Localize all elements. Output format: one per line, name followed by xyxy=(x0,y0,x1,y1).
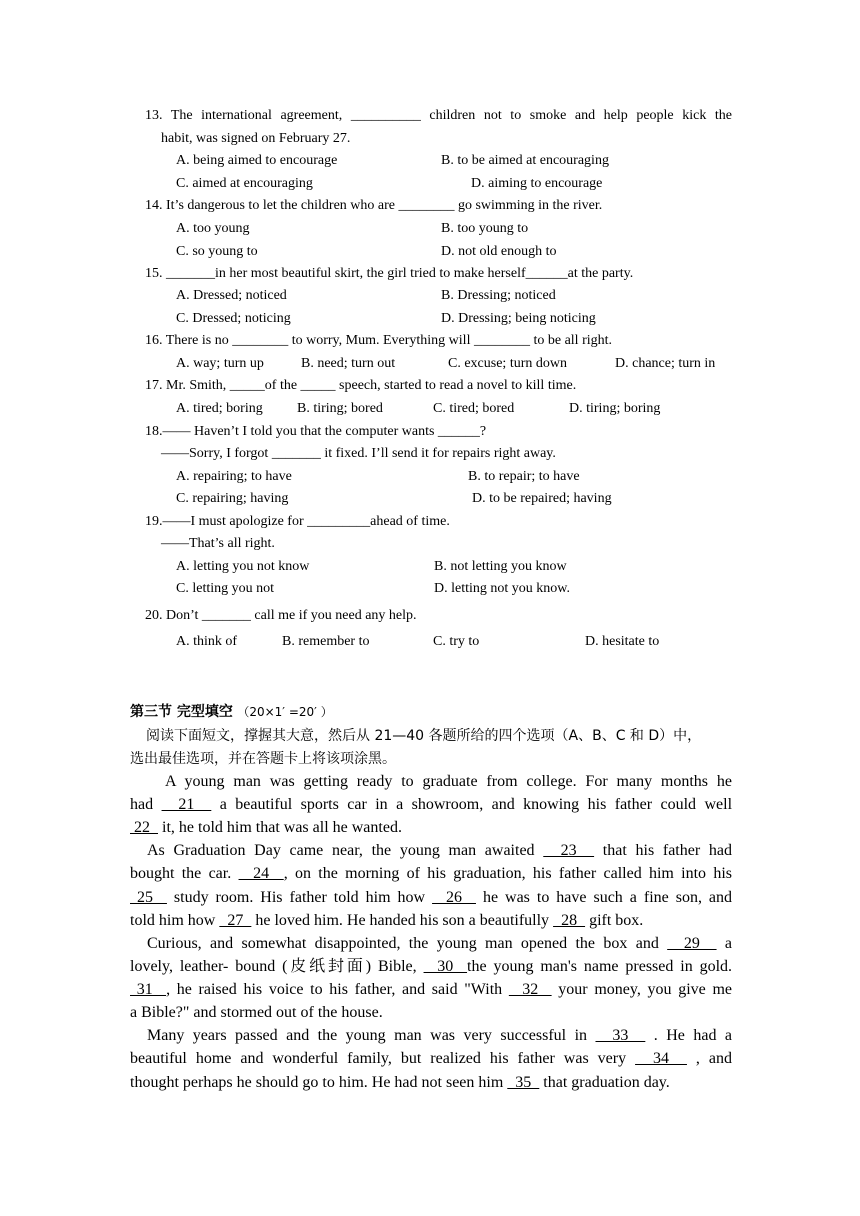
answer-blank[interactable]: 25 xyxy=(130,889,167,906)
option-c[interactable]: C. letting you not xyxy=(176,581,274,596)
passage-line: Curious, and somewhat disappointed, the young man opened the box and 29 a xyxy=(147,935,733,952)
answer-blank[interactable]: 29 xyxy=(667,935,717,952)
answer-blank[interactable]: 33 xyxy=(595,1027,646,1044)
section-instructions: 阅读下面短文，撑握其大意，然后从 21—40 各题所给的四个选项（A、B、C 和 D）中， xyxy=(146,728,702,744)
passage-line: Many years passed and the young man was very successful in 33 . He had a xyxy=(147,1027,733,1044)
passage-line: had 21 a beautiful sports car in a showroom, and knowing his father could well xyxy=(130,796,733,813)
section-score: （20×1′ =20′ ） xyxy=(237,705,333,719)
question-stem: habit, was signed on February 27. xyxy=(161,131,351,146)
passage-line: a Bible?" and stormed out of the house. xyxy=(130,1004,383,1021)
answer-blank[interactable]: 26 xyxy=(432,889,476,906)
question-stem: ——That’s all right. xyxy=(161,536,275,551)
option-a[interactable]: A. think of xyxy=(176,634,238,649)
question-stem: 20. Don’t _______ call me if you need any help. xyxy=(145,608,417,623)
answer-blank[interactable]: 31 xyxy=(130,981,167,998)
option-d[interactable]: D. aiming to encourage xyxy=(471,176,603,191)
option-c[interactable]: C. so young to xyxy=(176,244,258,259)
answer-blank[interactable]: 22 xyxy=(130,819,158,836)
option-b[interactable]: B. to repair; to have xyxy=(468,469,580,484)
answer-blank[interactable]: 21 xyxy=(161,796,212,813)
section-heading xyxy=(130,703,333,721)
option-b[interactable]: B. need; turn out xyxy=(301,356,396,371)
answer-blank[interactable]: 24 xyxy=(238,865,284,882)
passage-line: 31 , he raised his voice to his father, and said "With 32 your money, you give me xyxy=(130,981,732,998)
question-stem: 17. Mr. Smith, _____of the _____ speech, started to read a novel to kill time. xyxy=(145,378,577,393)
passage-line: told him how 27 he loved him. He handed his son a beautifully 28 gift box. xyxy=(130,912,644,929)
answer-blank[interactable]: 28 xyxy=(553,912,586,929)
option-a[interactable]: A. too young xyxy=(176,221,250,236)
question-stem: 18.—— Haven’t I told you that the computer wants ______? xyxy=(145,424,487,439)
option-b[interactable]: B. too young to xyxy=(441,221,529,236)
passage-line: lovely, leather- bound (皮纸封面) Bible, 30 the young man's name pressed in gold. xyxy=(130,958,733,975)
option-c[interactable]: C. Dressed; noticing xyxy=(176,311,291,326)
option-c[interactable]: C. aimed at encouraging xyxy=(176,176,313,191)
answer-blank[interactable]: 32 xyxy=(508,981,552,998)
option-d[interactable]: D. not old enough to xyxy=(441,244,557,259)
option-a[interactable]: A. letting you not know xyxy=(176,559,310,574)
question-stem: 13. The international agreement, __________ children not to smoke and help people kick the xyxy=(145,108,732,123)
passage-line: As Graduation Day came near, the young man awaited 23 that his father had xyxy=(147,842,732,859)
option-c[interactable]: C. try to xyxy=(433,634,480,649)
answer-blank[interactable]: 27 xyxy=(219,912,252,929)
option-d[interactable]: D. hesitate to xyxy=(585,634,660,649)
question-stem: 16. There is no ________ to worry, Mum. Everything will ________ to be all right. xyxy=(145,333,613,348)
option-a[interactable]: A. Dressed; noticed xyxy=(176,288,287,303)
option-d[interactable]: D. to be repaired; having xyxy=(472,491,612,506)
passage-line: 22 it, he told him that was all he wanted. xyxy=(130,819,402,836)
option-b[interactable]: B. tiring; bored xyxy=(297,401,383,416)
option-a[interactable]: A. repairing; to have xyxy=(176,469,292,484)
option-c[interactable]: C. excuse; turn down xyxy=(448,356,567,371)
question-stem: 15. _______in her most beautiful skirt, the girl tried to make herself______at the party. xyxy=(145,266,634,281)
option-a[interactable]: A. tired; boring xyxy=(176,401,263,416)
option-d[interactable]: D. letting not you know. xyxy=(434,581,570,596)
passage-line: beautiful home and wonderful family, but realized his father was very 34 , and xyxy=(130,1050,732,1067)
passage-line: 25 study room. His father told him how 26 he was to have such a fine son, and xyxy=(130,889,733,906)
option-d[interactable]: D. tiring; boring xyxy=(569,401,661,416)
option-c[interactable]: C. repairing; having xyxy=(176,491,289,506)
question-stem: 19.——I must apologize for _________ahead of time. xyxy=(145,514,450,529)
option-b[interactable]: B. not letting you know xyxy=(434,559,567,574)
answer-blank[interactable]: 34 xyxy=(635,1050,687,1067)
option-d[interactable]: D. chance; turn in xyxy=(615,356,716,371)
section-instructions: 选出最佳选项，并在答题卡上将该项涂黑。 xyxy=(130,751,396,767)
question-stem: 14. It’s dangerous to let the children who are ________ go swimming in the river. xyxy=(145,198,603,213)
passage-line: thought perhaps he should go to him. He had not seen him 35 that graduation day. xyxy=(130,1074,670,1091)
answer-blank[interactable]: 35 xyxy=(507,1074,540,1091)
answer-blank[interactable]: 30 xyxy=(423,958,468,975)
option-c[interactable]: C. tired; bored xyxy=(433,401,515,416)
option-b[interactable]: B. Dressing; noticed xyxy=(441,288,556,303)
passage-line: A young man was getting ready to graduate from college. For many months he xyxy=(165,773,732,790)
passage-line: bought the car. 24 , on the morning of his graduation, his father called him into his xyxy=(130,865,733,882)
option-a[interactable]: A. way; turn up xyxy=(176,356,264,371)
section-title: 第三节 完型填空 xyxy=(130,704,233,720)
option-b[interactable]: B. remember to xyxy=(282,634,370,649)
question-stem: ——Sorry, I forgot _______ it fixed. I’ll send it for repairs right away. xyxy=(161,446,556,461)
option-d[interactable]: D. Dressing; being noticing xyxy=(441,311,596,326)
answer-blank[interactable]: 23 xyxy=(543,842,595,859)
option-a[interactable]: A. being aimed to encourage xyxy=(176,153,338,168)
option-b[interactable]: B. to be aimed at encouraging xyxy=(441,153,609,168)
